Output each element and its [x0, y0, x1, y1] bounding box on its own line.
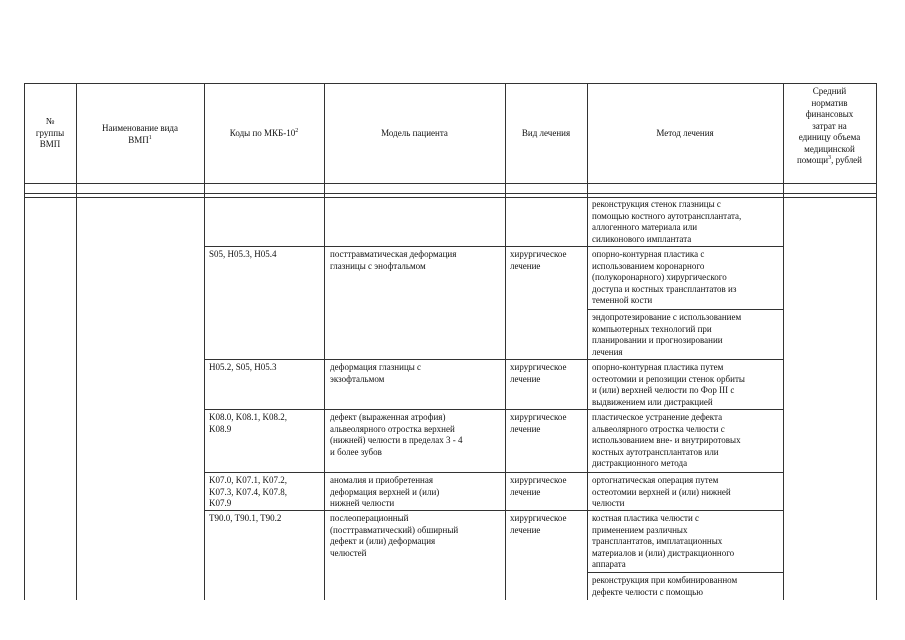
footnote-1: 1: [148, 134, 152, 141]
method-cell: реконструкция стенок глазницы с помощью костного аутотрансплантата, аллогенного материала или силиконового имплантата: [592, 199, 742, 244]
model-cell: деформация глазницы с экзофтальмом: [330, 362, 422, 384]
footnote-3: 3: [828, 155, 832, 161]
codes-cell: S05, H05.3, H05.4: [209, 249, 277, 259]
method-cell: пластическое устранение дефекта альвеолярного отростка челюсти с использованием вне- и внутриротовых костных аутотрансплантатов или дистракционного метода: [592, 412, 741, 468]
footnote-2: 2: [295, 128, 299, 134]
header-cost-text: Средний норматив финансовых затрат на единицу объема медицинской помощи: [796, 86, 861, 165]
header-treatment-method: Метод лечения: [656, 128, 714, 138]
type-cell: хирургическое лечение: [510, 362, 567, 384]
codes-cell: T90.0, T90.1, T90.2: [209, 513, 282, 523]
header-treatment-type: Вид лечения: [521, 128, 571, 138]
type-cell: хирургическое лечение: [510, 475, 567, 497]
header-icd-codes-text: Коды по МКБ-10: [229, 128, 296, 138]
header-icd-codes: [204, 128, 324, 140]
model-cell: посттравматическая деформация глазницы с энофтальмом: [330, 249, 457, 271]
method-cell: реконструкция при комбинированном дефекте челюсти с помощью: [592, 575, 738, 597]
type-cell: хирургическое лечение: [510, 249, 567, 271]
method-cell: костная пластика челюсти с применением различных трансплантатов, имплатационных материалов и (или) дистракционного аппарата: [592, 513, 735, 569]
model-cell: аномалия и приобретенная деформация верхней и (или) нижней челюсти: [330, 475, 440, 508]
model-cell: дефект (выраженная атрофия) альвеолярного отростка верхней (нижней) челюсти в пределах 3 - 4 и более зубов: [330, 412, 463, 457]
method-cell: ортогнатическая операция путем остеотомии верхней и (или) нижней челюсти: [592, 475, 731, 508]
header-vmp-name: [76, 123, 204, 146]
method-cell: опорно-контурная пластика путем остеотомии и репозиции стенок орбиты и (или) верхней челюсти по Фор III с выдвижением или дистракцией: [592, 362, 745, 407]
type-cell: хирургическое лечение: [510, 412, 567, 434]
header-cost-unit: , рублей: [831, 155, 862, 165]
type-cell: хирургическое лечение: [510, 513, 567, 535]
codes-cell: K08.0, K08.1, K08.2, K08.9: [209, 412, 287, 434]
header-vmp-name-text: Наименование вида ВМП: [102, 123, 178, 145]
codes-cell: K07.0, K07.1, K07.2, K07.3, K07.4, K07.8, K07.9: [209, 475, 287, 508]
method-cell: опорно-контурная пластика с использованием коронарного (полукоронарного) хирургического доступа и костных трансплантатов из теменной кости: [592, 249, 737, 305]
codes-cell: H05.2, S05, H05.3: [209, 362, 277, 372]
header-patient-model: Модель пациента: [381, 128, 448, 138]
method-cell: эндопротезирование с использованием компьютерных технологий при планировании и прогнозировании лечения: [592, 312, 742, 357]
header-cost-norm: [783, 86, 876, 167]
model-cell: послеоперационный (посттравматический) обширный дефект и (или) деформация челюстей: [330, 513, 459, 558]
header-group-number: № группы ВМП: [35, 116, 65, 149]
